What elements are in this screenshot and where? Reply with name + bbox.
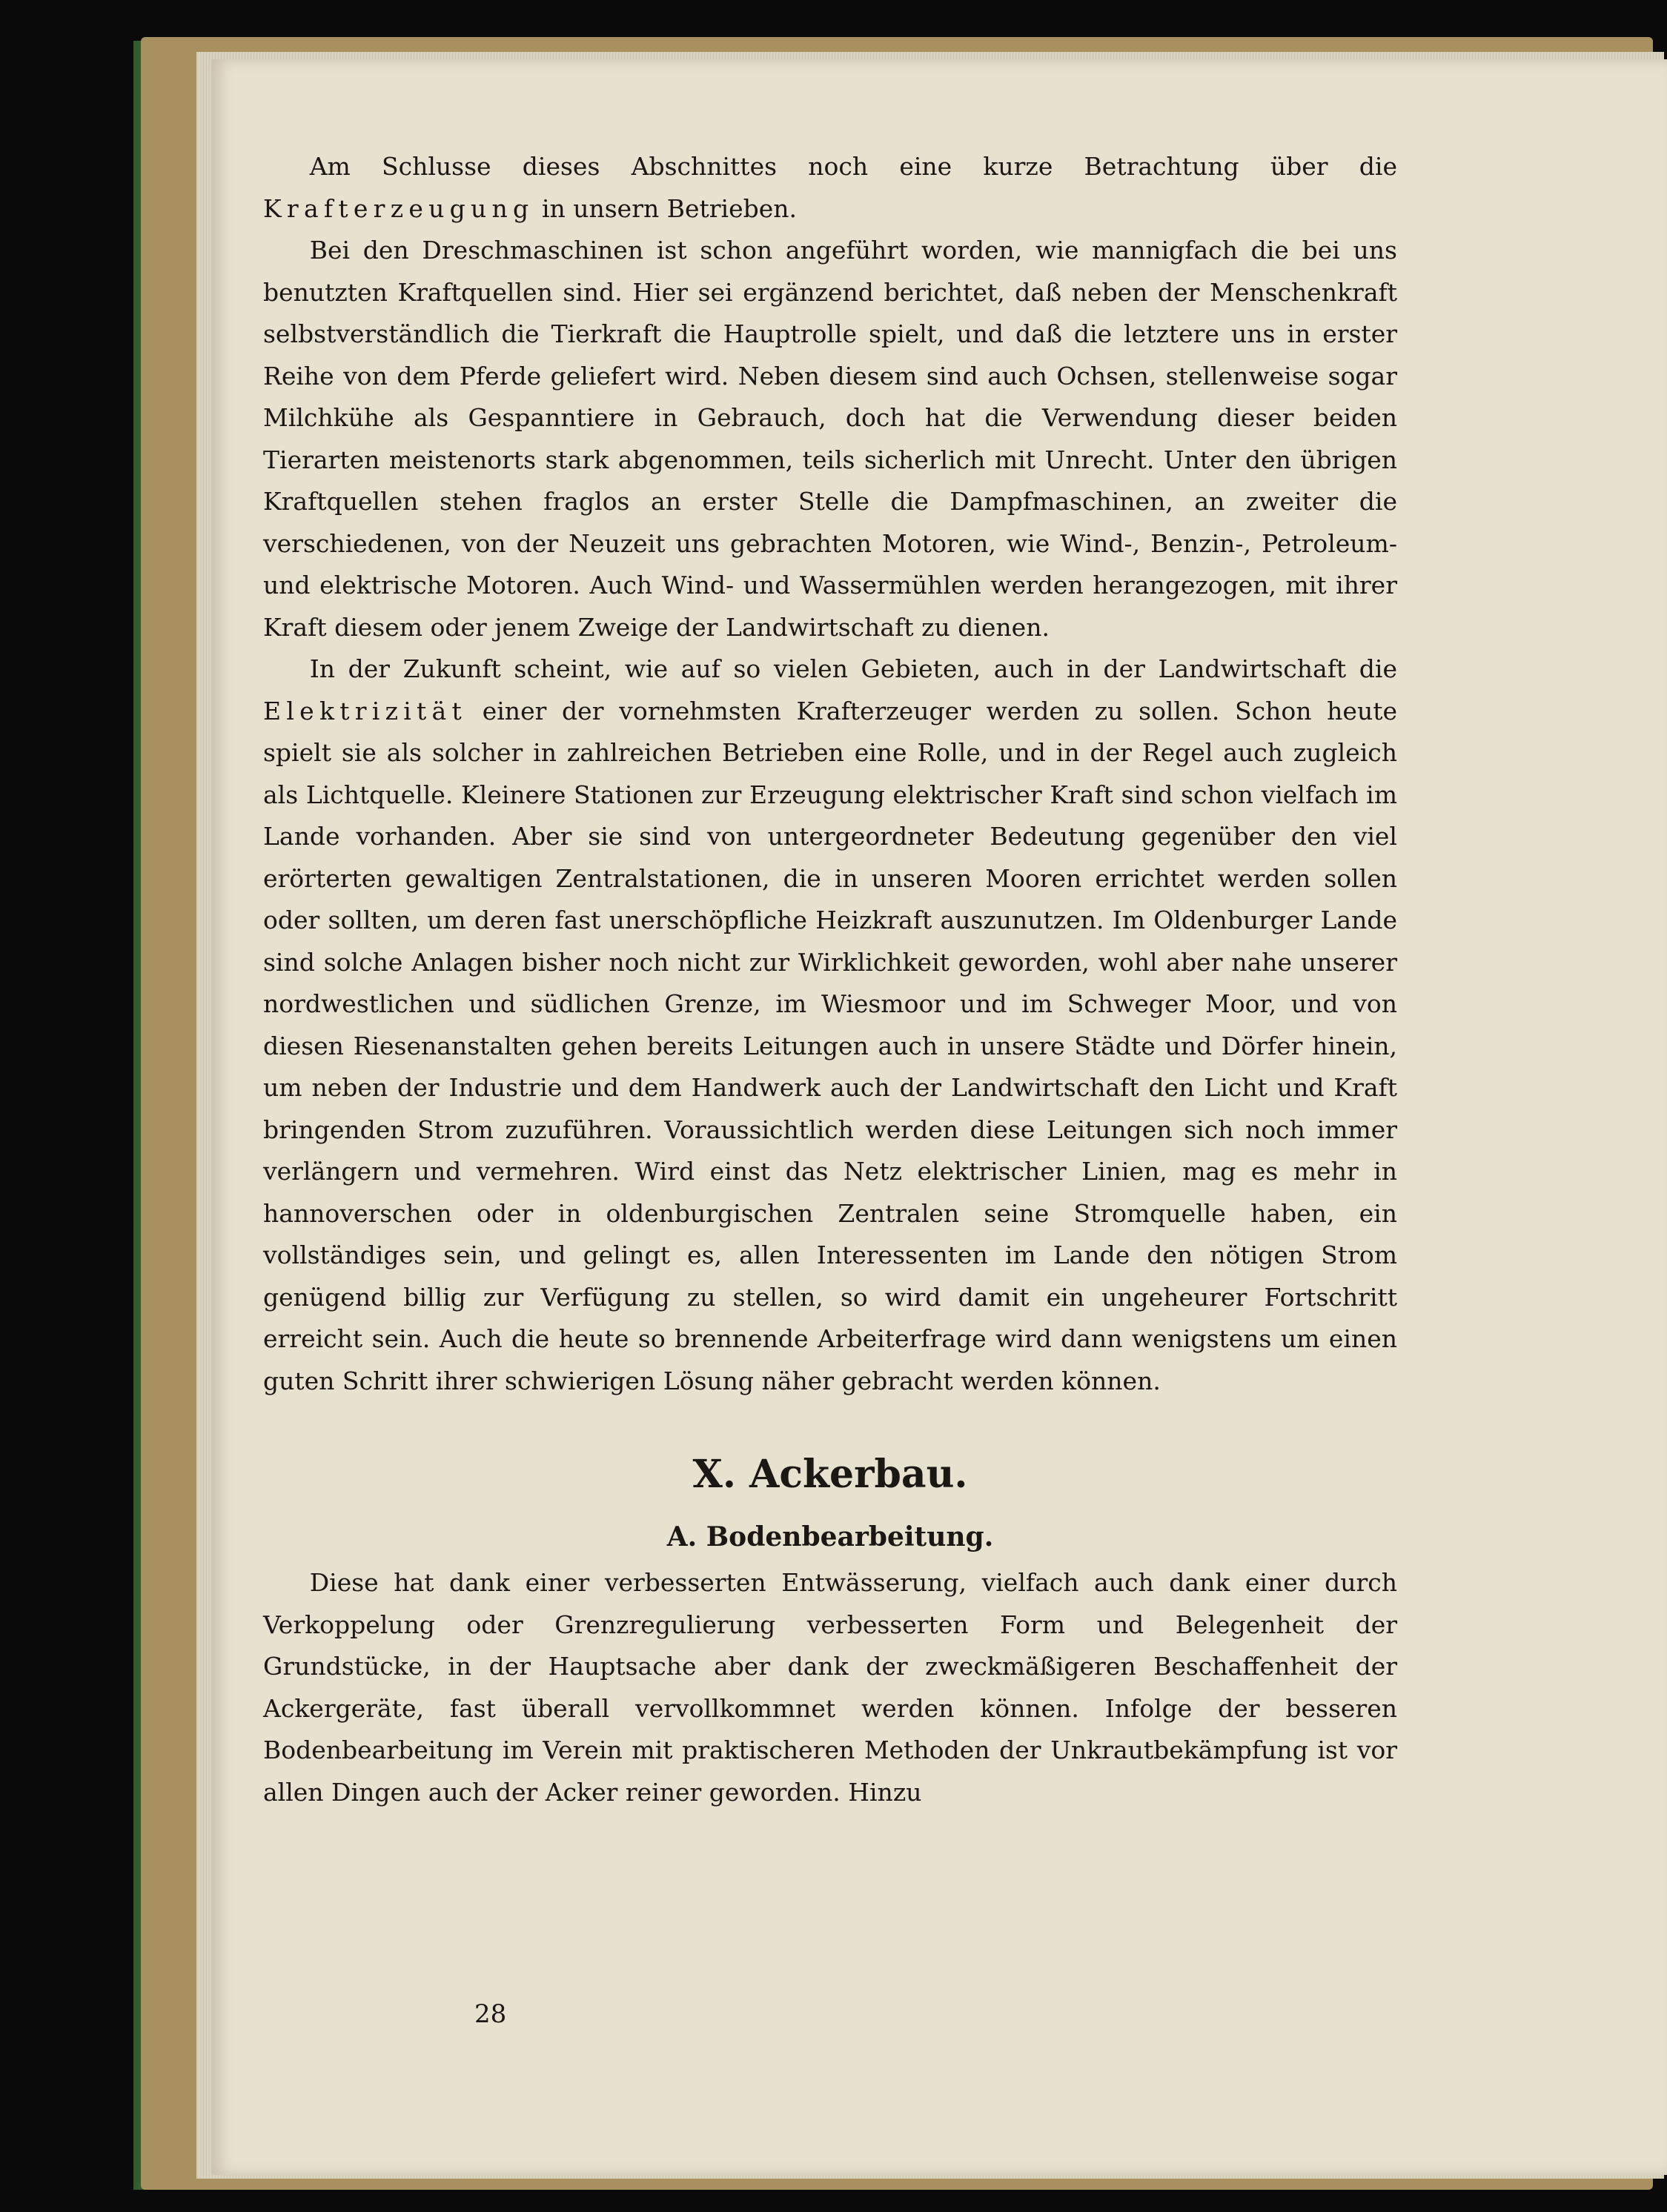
text-run: Am Schlusse dieses Abschnittes noch eine kurze Betrachtung über die — [309, 152, 1397, 181]
paragraph-krafterzeugung — [263, 146, 1397, 230]
text-run: einer der vornehmsten Krafterzeuger werden zu sollen. Schon heute spielt sie als solcher in zahlreichen Betrieben eine Rolle, und in der Regel auch zugleich als Lichtquelle. Kleinere Stationen zur Erzeugung elektrischer Kraft sind schon vielfach im Lande vorhanden. Aber sie sind von untergeordneter Bedeutung gegenüber den viel erörterten gewaltigen Zentralstationen, die in unseren Mooren errichtet werden sollen oder sollten, um deren fast unerschöpfliche Heizkraft auszunutzen. Im Oldenburger Lande sind solche Anlagen bisher noch nicht zur Wirklichkeit geworden, wohl aber nahe unserer nordwestlichen und südlichen Grenze, im Wiesmoor und im Schweger Moor, und von diesen Riesenanstalten gehen bereits Leitungen auch in unsere Städte und Dörfer hinein, um neben der Industrie und dem Handwerk auch der Landwirtschaft den Licht und Kraft bringenden Strom zuzuführen. Voraussichtlich werden diese Leitungen sich noch immer verlängern und vermehren. Wird einst das Netz elektrischer Linien, mag es mehr in hannoverschen oder in oldenburgischen Zentralen seine Stromquelle haben, ein vollständiges sein, und gelingt es, allen Interessenten im Lande den nötigen Strom genügend billig zur Verfügung zu stellen, so wird damit ein ungeheurer Fortschritt erreicht sein. Auch die heute so brennende Arbeiterfrage wird dann wenigstens um einen guten Schritt ihrer schwierigen Lösung näher gebracht werden können. — [263, 696, 1397, 1395]
page-text-block — [263, 146, 1397, 1813]
section-heading: A. Bodenbearbeitung. — [666, 1521, 994, 1552]
paragraph-kraftquellen — [263, 230, 1397, 648]
page-number: 28 — [474, 1999, 507, 2029]
paragraph-bodenbearbeitung: Diese hat dank einer verbesserten Entwässerung, vielfach auch dank einer durch Verkoppelung oder Grenzregulierung verbesserten Form und Belegenheit der Grundstücke, in der Hauptsache aber dank der zweckmäßigeren Beschaffenheit der Ackergeräte, fast überall vervollkommnet werden können. Infolge der besseren Bodenbearbeitung im Verein mit praktischeren Methoden der Unkrautbekämpfung ist vor allen Dingen auch der Acker reiner geworden. Hinzu — [263, 1568, 1397, 1807]
emphasized-word: Elektrizität — [263, 696, 468, 725]
text-run: In der Zukunft scheint, wie auf so vielen Gebieten, auch in der Landwirtschaft die — [309, 654, 1397, 683]
text-run: in unsern Betrieben. — [534, 193, 798, 223]
chapter-heading: X. Ackerbau. — [692, 1452, 968, 1497]
text-run: Bei den Dreschmaschinen ist schon angeführt worden, wie mannigfach die bei uns benutzten Kraftquellen sind. Hier sei ergänzend berichtet, daß neben der Menschenkraft selbstverständlich die Tierkraft die Hauptrolle spielt, und daß die letztere uns in erster Reihe von dem Pferde geliefert wird. Neben diesem sind auch Ochsen, stellenweise sogar Milchkühe als Gespanntiere in Gebrauch, doch hat die Verwendung dieser beiden Tierarten meistenorts stark abgenommen, teils sicherlich mit Unrecht. Unter den übrigen Kraftquellen stehen fraglos an erster Stelle die Dampfmaschinen, an zweiter die verschiedenen, von der Neuzeit uns gebrachten Motoren, wie Wind-, Benzin-, Petroleum- und elektrische Motoren. Auch Wind- und Wassermühlen werden herangezogen, mit ihrer Kraft diesem oder jenem Zweige der Landwirtschaft zu dienen. — [263, 236, 1397, 642]
emphasized-word: Krafterzeugung — [263, 193, 534, 223]
paragraph-elektrizitaet — [263, 648, 1397, 1402]
